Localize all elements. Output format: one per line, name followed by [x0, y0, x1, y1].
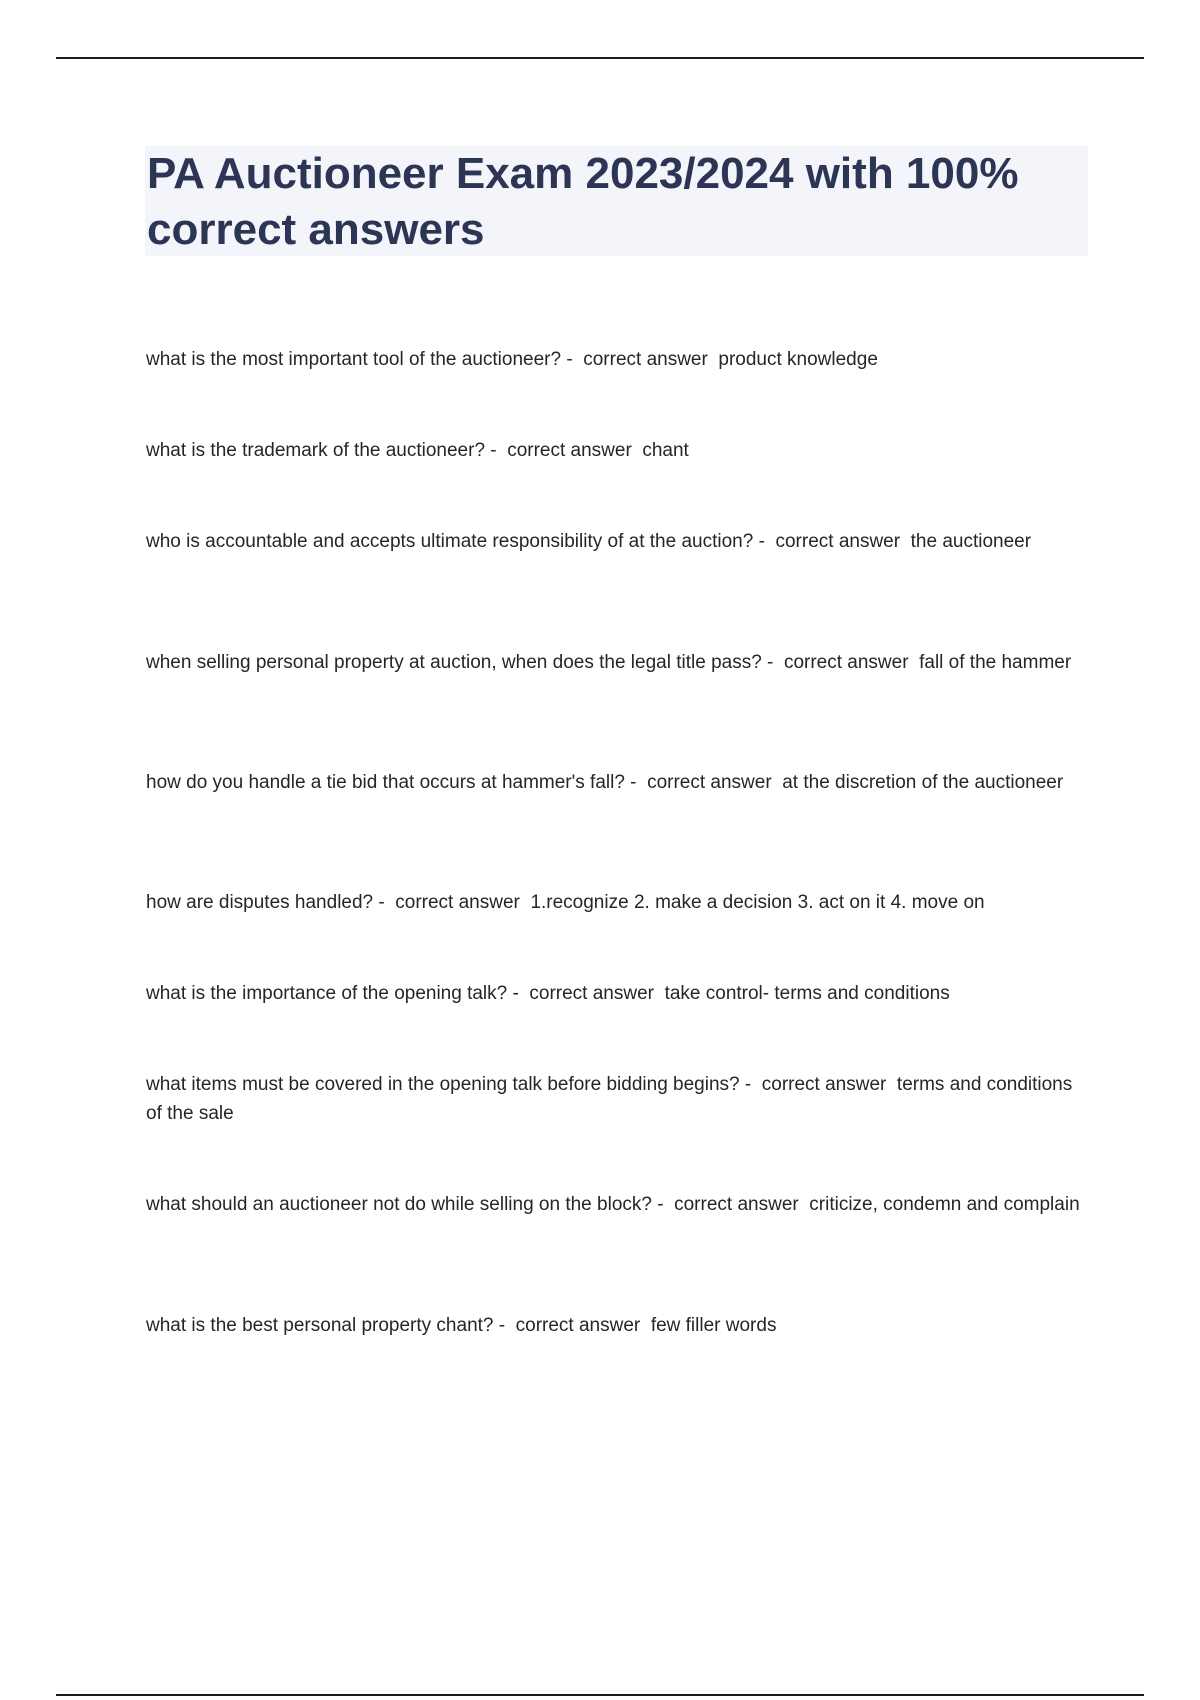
qa-item	[146, 527, 1086, 556]
question-text: how do you handle a tie bid that occurs at hammer's fall?	[146, 772, 625, 793]
answer-separator: - correct answer	[373, 892, 531, 913]
qa-item	[146, 1311, 1086, 1340]
answer-separator: - correct answer	[507, 983, 665, 1004]
answer-text: criticize, condemn and complain	[809, 1194, 1080, 1215]
answer-text: product knowledge	[718, 349, 878, 370]
question-text: what is the best personal property chant?	[146, 1315, 494, 1336]
answer-separator: - correct answer	[739, 1074, 897, 1095]
question-text: how are disputes handled?	[146, 892, 374, 913]
title-banner	[145, 146, 1088, 256]
qa-item	[146, 979, 1086, 1008]
answer-separator: - correct answer	[493, 1315, 651, 1336]
answer-text: at the discretion of the auctioneer	[782, 772, 1064, 793]
qa-item	[146, 888, 1086, 917]
question-text: what should an auctioneer not do while selling on the block?	[146, 1194, 652, 1215]
bottom-rule	[56, 1694, 1144, 1696]
question-text: what is the trademark of the auctioneer?	[146, 440, 486, 461]
answer-separator: - correct answer	[761, 652, 920, 673]
answer-separator: - correct answer	[753, 531, 911, 552]
question-text: what is the importance of the opening talk?	[146, 983, 508, 1004]
top-rule	[56, 57, 1144, 59]
question-text: what items must be covered in the opening talk before bidding begins?	[146, 1074, 740, 1095]
question-text: what is the most important tool of the auctioneer?	[146, 349, 562, 370]
answer-text: fall of the hammer	[919, 652, 1072, 673]
qa-item	[146, 345, 1086, 374]
answer-text: the auctioneer	[910, 531, 1032, 552]
document-title: PA Auctioneer Exam 2023/2024 with 100% correct answers	[147, 149, 1019, 254]
qa-item	[146, 1070, 1086, 1128]
qa-item	[146, 436, 1086, 465]
question-text: who is accountable and accepts ultimate responsibility of at the auction?	[146, 531, 754, 552]
qa-item	[146, 1190, 1086, 1219]
answer-text: take control- terms and conditions	[664, 983, 950, 1004]
answer-separator: - correct answer	[651, 1194, 810, 1215]
answer-text: chant	[642, 440, 689, 461]
question-text: when selling personal property at auction, when does the legal title pass?	[146, 652, 762, 673]
answer-separator: - correct answer	[561, 349, 719, 370]
answer-text: terms and conditions of the sale	[146, 1074, 1073, 1124]
answer-separator: - correct answer	[624, 772, 783, 793]
answer-text: 1.recognize 2. make a decision 3. act on it 4. move on	[530, 892, 985, 913]
answer-separator: - correct answer	[485, 440, 643, 461]
qa-item	[146, 768, 1086, 797]
answer-text: few filler words	[650, 1315, 777, 1336]
qa-item	[146, 648, 1086, 677]
